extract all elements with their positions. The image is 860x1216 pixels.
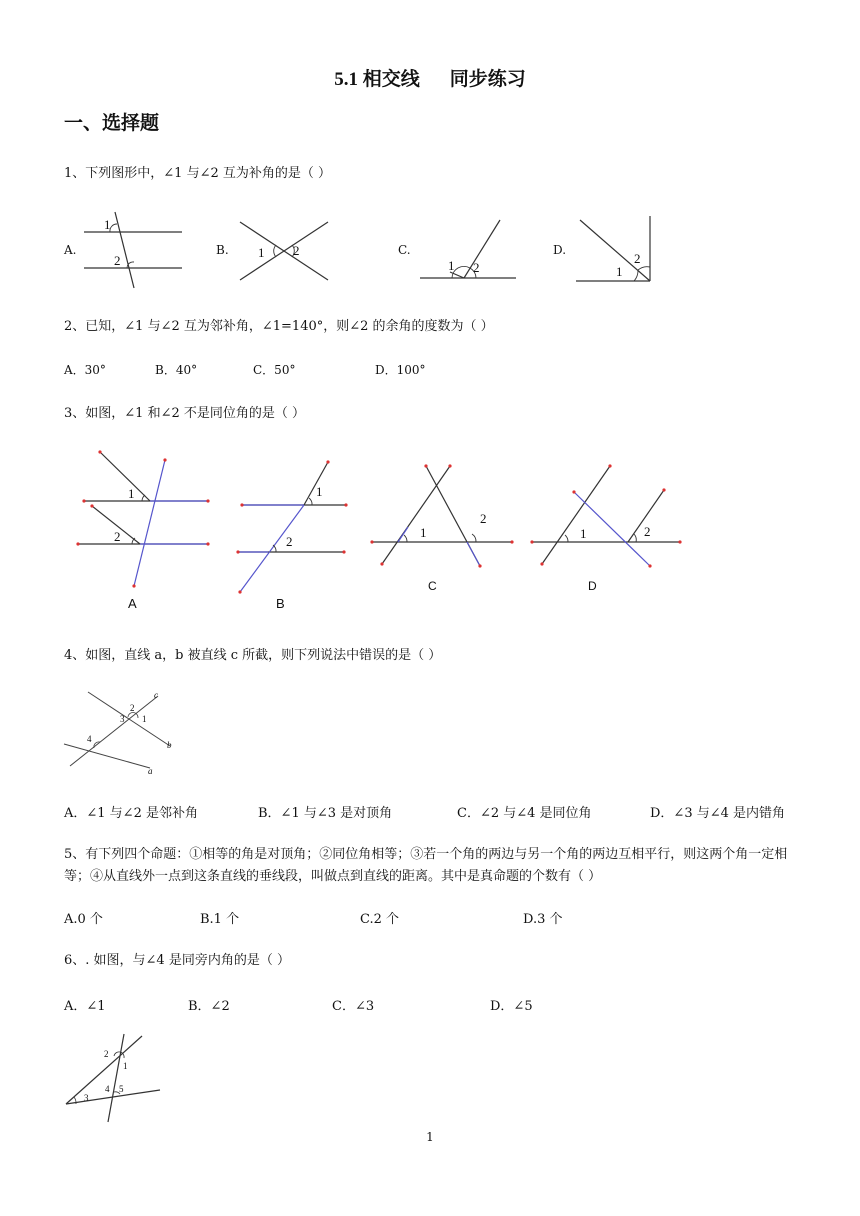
q6-option-c[interactable]: C．∠3 [332,999,375,1014]
q5-option-d[interactable]: D.3 个 [523,912,563,927]
q6-option-b[interactable]: B．∠2 [188,999,230,1014]
question-6-text: 6、. 如图，与∠4 是同旁内角的是（ ） [64,953,290,968]
q1c-label-1: 1 [448,258,455,273]
q5-option-c[interactable]: C.2 个 [360,912,400,927]
question-2-text: 2、已知，∠1 与∠2 互为邻补角，∠1=140°，则∠2 的余角的度数为（ ） [64,319,494,334]
question-3-text: 3、如图，∠1 和∠2 不是同位角的是（ ） [64,406,305,421]
q1d-label-2: 2 [634,251,641,266]
q1b-label-1: 1 [258,245,265,260]
q6-label-4: 4 [105,1084,110,1094]
q2-option-b[interactable]: B．40° [155,363,198,377]
q1-option-a[interactable]: A. [64,243,77,257]
question-5-text: 5、有下列四个命题：①相等的角是对顶角；②同位角相等；③若一个角的两边与另一个角的两边互相平行，则这两个角一定相等；④从直线外一点到这条直线的垂线段，叫做点到直线的距离。其中是真命题的个数有（ ） [64,847,788,884]
q4-label-4: 4 [87,734,92,744]
question-1-text: 1、下列图形中，∠1 与∠2 互为补角的是（ ） [64,166,331,181]
q3b-label-1: 1 [316,484,323,499]
q4-option-c[interactable]: C．∠2 与∠4 是同位角 [457,806,592,821]
q5-option-a[interactable]: A.0 个 [64,912,103,927]
page-number: 1 [426,1130,434,1144]
q4-label-b: b [167,740,172,750]
q2-option-d[interactable]: D．100° [375,363,426,377]
q4-label-3: 3 [120,714,125,724]
title-part2: 同步练习 [449,69,526,90]
q3-caption-c: C [428,579,437,593]
q3-caption-a: A [128,596,137,611]
q6-option-d[interactable]: D．∠5 [490,999,533,1014]
q1-figure-c [418,216,518,282]
q1-figure-d [574,214,654,284]
q3b-label-2: 2 [286,534,293,549]
q1a-label-1: 1 [104,217,111,232]
q4-figure [62,688,174,778]
q1a-label-2: 2 [114,253,121,268]
q4-label-a: a [148,766,153,776]
q1-option-d[interactable]: D. [553,243,567,257]
q4-option-a[interactable]: A．∠1 与∠2 是邻补角 [64,806,198,821]
q6-option-a[interactable]: A．∠1 [64,999,106,1014]
q3c-label-1: 1 [420,525,427,540]
q6-label-3: 3 [84,1093,89,1103]
q5-option-b[interactable]: B.1 个 [200,912,240,927]
q1-figure-a [84,210,184,290]
q1-figure-b [236,218,332,284]
q4-option-b[interactable]: B．∠1 与∠3 是对顶角 [258,806,393,821]
q6-label-2: 2 [104,1049,109,1059]
q3a-label-2: 2 [114,529,121,544]
q6-label-1: 1 [123,1061,128,1071]
q2-option-c[interactable]: C．50° [253,363,296,377]
q1-option-c[interactable]: C. [398,243,411,257]
q1d-label-1: 1 [616,264,623,279]
q4-option-d[interactable]: D．∠3 与∠4 是内错角 [650,806,786,821]
q3-caption-b: B [276,596,285,611]
section-heading: 一、选择题 [64,112,160,134]
q1-option-b[interactable]: B. [216,243,229,257]
q3-figure-b [232,454,362,614]
title-part1: 5.1 相交线 [334,69,420,90]
q4-label-c: c [154,690,158,700]
q4-label-1: 1 [142,714,147,724]
q3c-label-2: 2 [480,511,487,526]
q6-figure [62,1032,166,1126]
q3-figure-d [528,460,688,600]
q3d-label-1: 1 [580,526,587,541]
q3d-label-2: 2 [644,524,651,539]
q3-figure-c [368,460,518,600]
q2-option-a[interactable]: A．30° [64,363,106,377]
q1c-label-2: 2 [473,260,480,275]
question-4-text: 4、如图，直线 a，b 被直线 c 所截，则下列说法中错误的是（ ） [64,648,442,663]
q6-label-5: 5 [119,1084,124,1094]
q1b-label-2: 2 [293,243,300,258]
q3-figure-a [74,446,224,616]
q3a-label-1: 1 [128,486,135,501]
q4-label-2: 2 [130,703,135,713]
q3-caption-d: D [588,579,597,593]
page-title [0,64,860,91]
